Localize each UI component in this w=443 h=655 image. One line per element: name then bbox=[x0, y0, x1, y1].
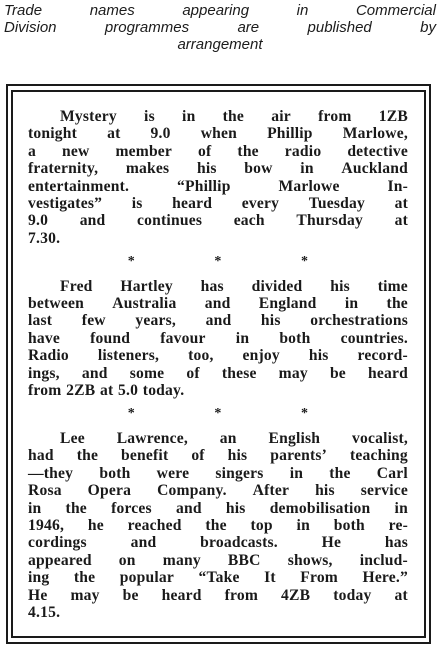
word: Trade bbox=[4, 2, 43, 19]
word: is bbox=[131, 195, 143, 213]
word: parents’ bbox=[270, 447, 328, 465]
word: Carl bbox=[376, 464, 408, 482]
word: Company. bbox=[157, 482, 227, 500]
word: Lawrence, bbox=[116, 429, 188, 447]
word: 4ZB bbox=[281, 586, 311, 604]
word: orchestrations bbox=[310, 312, 408, 330]
word: in bbox=[296, 516, 310, 534]
word: —they bbox=[28, 464, 74, 482]
word: teaching bbox=[350, 447, 408, 465]
word: in bbox=[344, 295, 359, 313]
word: appeared bbox=[28, 551, 92, 569]
word: Opera bbox=[87, 482, 132, 500]
section-separator bbox=[28, 253, 408, 270]
word: today bbox=[333, 586, 372, 604]
word: at bbox=[99, 382, 114, 400]
word: his bbox=[227, 447, 248, 465]
word: is bbox=[144, 108, 155, 125]
word: Hartley bbox=[120, 277, 173, 295]
word: continues bbox=[137, 212, 203, 230]
asterisk-icon: * bbox=[127, 254, 135, 270]
word: “Take bbox=[198, 569, 240, 587]
notice-line-2 bbox=[4, 19, 436, 36]
word: record- bbox=[357, 347, 408, 365]
word: on bbox=[118, 551, 136, 569]
word: are bbox=[237, 19, 260, 36]
word: last bbox=[28, 312, 53, 330]
word: in bbox=[235, 329, 250, 347]
word: the bbox=[386, 295, 408, 313]
word: between bbox=[28, 295, 84, 313]
word: singers bbox=[215, 464, 264, 482]
word: may bbox=[278, 364, 308, 382]
paragraph-line bbox=[28, 125, 408, 142]
word: the bbox=[237, 142, 259, 160]
paragraph-line bbox=[28, 517, 408, 534]
word: cordings bbox=[28, 534, 87, 552]
paragraph-line bbox=[28, 278, 408, 295]
word: fraternity, bbox=[28, 160, 99, 178]
word: detective bbox=[347, 142, 408, 160]
word: In- bbox=[387, 177, 408, 195]
word: includ- bbox=[359, 551, 408, 569]
word: an bbox=[219, 429, 237, 447]
paragraph-line bbox=[28, 465, 408, 482]
word: and bbox=[81, 364, 108, 382]
word: 1946, bbox=[28, 516, 65, 534]
word: his bbox=[196, 160, 217, 178]
word: names bbox=[89, 2, 135, 19]
word: appearing bbox=[182, 2, 250, 19]
word: Lee bbox=[60, 429, 85, 447]
paragraph-line bbox=[28, 178, 408, 195]
word: published bbox=[307, 19, 372, 36]
word: “Phillip bbox=[176, 177, 231, 195]
word: demobilisation bbox=[269, 499, 371, 517]
word: at bbox=[394, 586, 408, 604]
word: each bbox=[233, 212, 265, 230]
word: and bbox=[130, 534, 157, 552]
word: too, bbox=[188, 347, 214, 365]
word: time bbox=[377, 277, 408, 295]
word: his bbox=[225, 499, 246, 517]
paragraph-line bbox=[28, 534, 408, 551]
word: these bbox=[221, 364, 257, 382]
word: Phillip bbox=[267, 125, 313, 143]
word: England bbox=[258, 295, 317, 313]
asterisk-icon: * bbox=[301, 406, 309, 422]
word: After bbox=[252, 482, 290, 500]
paragraph-line bbox=[28, 347, 408, 364]
word: many bbox=[162, 551, 201, 569]
word: years, bbox=[135, 312, 176, 330]
word: BBC bbox=[227, 551, 261, 569]
word: shows, bbox=[287, 551, 333, 569]
word: the bbox=[222, 108, 245, 125]
word: Mystery bbox=[60, 108, 117, 125]
asterisk-icon: * bbox=[127, 406, 135, 422]
asterisk-icon: * bbox=[214, 254, 222, 270]
word: heard bbox=[172, 195, 213, 213]
word: He bbox=[321, 534, 342, 552]
word: the bbox=[73, 569, 96, 587]
paragraph-line bbox=[28, 430, 408, 447]
word: new bbox=[61, 142, 90, 160]
word: Tuesday bbox=[308, 195, 365, 213]
word: He bbox=[28, 586, 48, 604]
section-separator bbox=[28, 405, 408, 422]
paragraph-line bbox=[28, 330, 408, 347]
word: and bbox=[79, 212, 106, 230]
word: ings, bbox=[28, 364, 60, 382]
word: the bbox=[329, 464, 351, 482]
word: some bbox=[129, 364, 165, 382]
word: popular bbox=[119, 569, 174, 587]
paragraph bbox=[28, 430, 408, 621]
word: from bbox=[318, 108, 352, 125]
word: has bbox=[200, 277, 224, 295]
word: bow bbox=[244, 160, 273, 178]
word: of bbox=[198, 142, 212, 160]
word: has bbox=[384, 534, 408, 552]
word: Marlowe bbox=[278, 177, 340, 195]
word: may bbox=[70, 586, 100, 604]
word: a bbox=[28, 142, 36, 160]
paragraph-line bbox=[28, 365, 408, 382]
word: Rosa bbox=[28, 482, 62, 500]
word: in bbox=[296, 2, 309, 19]
word: from bbox=[28, 382, 62, 400]
paragraph-line bbox=[28, 295, 408, 312]
word: in bbox=[394, 499, 408, 517]
paragraph-line bbox=[28, 552, 408, 569]
word: and bbox=[204, 295, 231, 313]
word: of bbox=[191, 447, 205, 465]
word: Here.” bbox=[362, 569, 408, 587]
word: by bbox=[420, 19, 436, 36]
word: broadcasts. bbox=[200, 534, 278, 552]
paragraph-line bbox=[28, 587, 408, 604]
word: listeners, bbox=[97, 347, 160, 365]
asterisk-icon: * bbox=[301, 254, 309, 270]
word: 5.0 bbox=[118, 382, 139, 400]
word: in bbox=[182, 108, 196, 125]
word: found bbox=[90, 329, 131, 347]
word: in bbox=[300, 160, 314, 178]
word: arrangement bbox=[177, 36, 263, 53]
notice-line-1 bbox=[4, 2, 436, 19]
word: 9.0 bbox=[150, 125, 171, 143]
word: ing bbox=[28, 569, 50, 587]
word: his bbox=[260, 312, 281, 330]
word: be bbox=[329, 364, 346, 382]
paragraph bbox=[28, 108, 408, 247]
word: and bbox=[205, 312, 232, 330]
paragraph-line bbox=[28, 230, 408, 247]
paragraph-line bbox=[28, 382, 408, 399]
notice-line-3 bbox=[4, 36, 436, 53]
word: 9.0 bbox=[28, 212, 49, 230]
word: at bbox=[394, 195, 408, 213]
paragraph-line bbox=[28, 604, 408, 621]
paragraph-line bbox=[28, 312, 408, 329]
word: radio bbox=[284, 142, 322, 160]
word: at bbox=[107, 125, 121, 143]
word: reached bbox=[127, 516, 182, 534]
word: English bbox=[268, 429, 321, 447]
word: divided bbox=[251, 277, 303, 295]
paragraph-line bbox=[28, 212, 408, 229]
paragraph-line bbox=[28, 569, 408, 586]
paragraph-line bbox=[28, 482, 408, 499]
word: be bbox=[122, 586, 139, 604]
word: 4.15. bbox=[28, 603, 61, 621]
word: vocalist, bbox=[352, 429, 408, 447]
word: service bbox=[360, 482, 408, 500]
article-body bbox=[28, 108, 408, 621]
word: his bbox=[308, 347, 329, 365]
word: makes bbox=[125, 160, 170, 178]
word: Marlowe, bbox=[342, 125, 408, 143]
word: 2ZB bbox=[66, 382, 96, 400]
word: of bbox=[186, 364, 200, 382]
word: enjoy bbox=[242, 347, 280, 365]
word: today. bbox=[142, 382, 185, 400]
word: 1ZB bbox=[378, 108, 408, 125]
word: re- bbox=[388, 516, 408, 534]
word: favour bbox=[160, 329, 206, 347]
paragraph-line bbox=[28, 143, 408, 160]
asterisk-icon: * bbox=[214, 406, 222, 422]
word: air bbox=[271, 108, 291, 125]
word: were bbox=[156, 464, 190, 482]
word: every bbox=[241, 195, 280, 213]
word: the bbox=[65, 499, 87, 517]
word: in bbox=[289, 464, 304, 482]
paragraph-line bbox=[28, 195, 408, 212]
word: at bbox=[394, 212, 408, 230]
word: It bbox=[264, 569, 276, 587]
word: Thursday bbox=[296, 212, 364, 230]
word: the bbox=[76, 447, 99, 465]
word: Division bbox=[4, 19, 57, 36]
word: forces bbox=[111, 499, 152, 517]
word: the bbox=[205, 516, 227, 534]
word: 7.30. bbox=[28, 229, 61, 247]
word: and bbox=[175, 499, 202, 517]
word: programmes bbox=[104, 19, 190, 36]
word: have bbox=[28, 329, 60, 347]
word: Fred bbox=[60, 277, 93, 295]
word: in bbox=[28, 499, 42, 517]
word: he bbox=[87, 516, 104, 534]
paragraph-line bbox=[28, 108, 408, 125]
word: his bbox=[315, 482, 335, 500]
word: when bbox=[200, 125, 238, 143]
word: had bbox=[28, 447, 54, 465]
word: few bbox=[81, 312, 106, 330]
word: Auckland bbox=[341, 160, 408, 178]
paragraph-line bbox=[28, 447, 408, 464]
word: member bbox=[115, 142, 173, 160]
publication-notice bbox=[4, 2, 436, 53]
word: his bbox=[330, 277, 350, 295]
word: benefit bbox=[121, 447, 169, 465]
word: vestigates” bbox=[28, 195, 103, 213]
word: tonight bbox=[28, 125, 78, 143]
paragraph-line bbox=[28, 500, 408, 517]
word: top bbox=[250, 516, 273, 534]
word: entertainment. bbox=[28, 177, 130, 195]
word: Commercial bbox=[355, 2, 436, 19]
paragraph bbox=[28, 278, 408, 400]
word: Radio bbox=[28, 347, 69, 365]
word: countries. bbox=[340, 329, 408, 347]
word: both bbox=[279, 329, 311, 347]
word: from bbox=[224, 586, 259, 604]
word: both bbox=[333, 516, 365, 534]
word: From bbox=[300, 569, 339, 587]
word: heard bbox=[161, 586, 202, 604]
paragraph-line bbox=[28, 160, 408, 177]
word: both bbox=[99, 464, 131, 482]
word: Australia bbox=[112, 295, 177, 313]
word: heard bbox=[368, 364, 408, 382]
